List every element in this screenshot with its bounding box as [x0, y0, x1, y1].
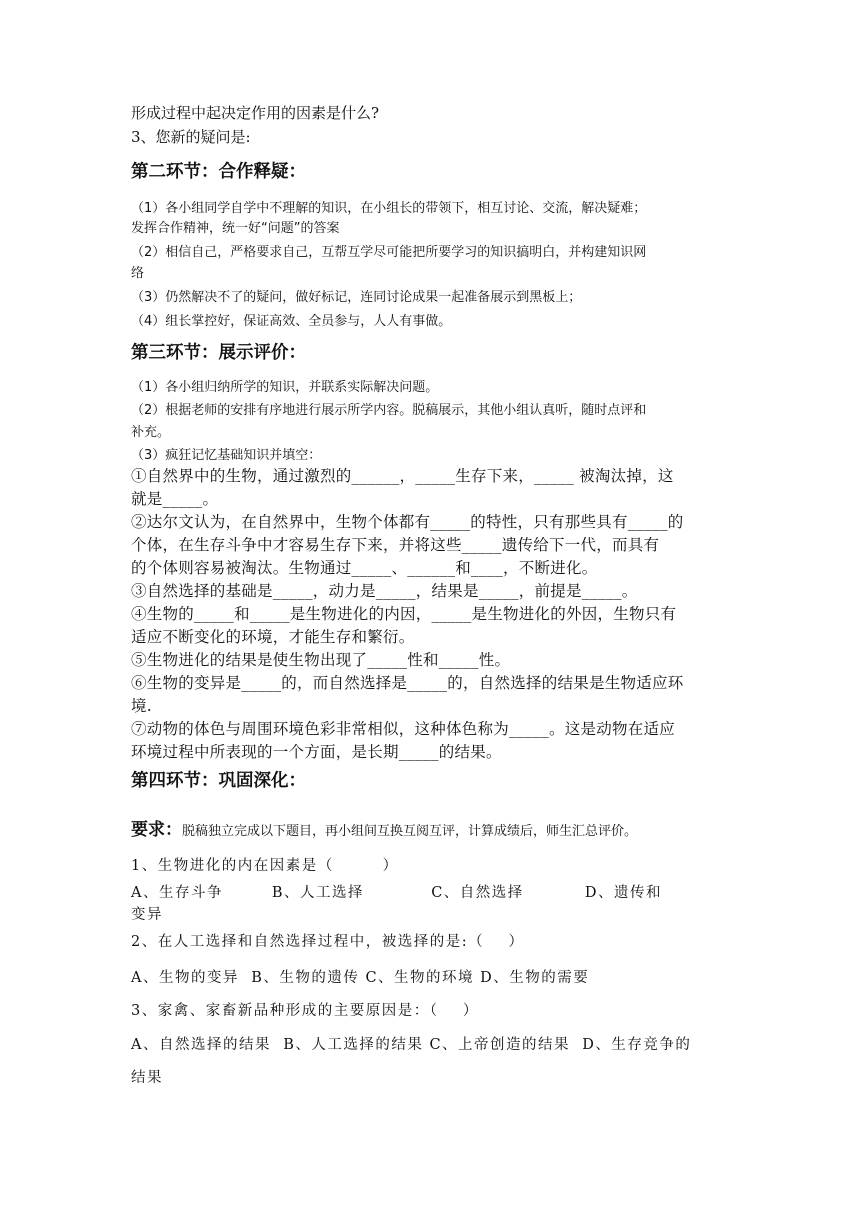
requirement-label: 要求： [131, 820, 182, 840]
intro-line-1: 形成过程中起决定作用的因素是什么? [131, 104, 380, 122]
fill-line-9: ⑤生物进化的结果是使生物出现了_____性和_____性。 [131, 651, 511, 669]
fill-line-1: ①自然界中的生物，通过激烈的______，_____生存下来，_____ 被淘汰掉，这 [131, 467, 674, 485]
section-3-line-4: （3）疯狂记忆基础知识并填空： [131, 448, 322, 463]
question-2-options: A、生物的变异 B、生物的遗传 C、生物的环境 D、生物的需要 [131, 970, 590, 986]
fill-line-8: 适应不断变化的环境，才能生存和繁衍。 [131, 628, 415, 646]
fill-line-6: ③自然选择的基础是_____，动力是_____，结果是_____，前提是_____。 [131, 582, 638, 600]
section-3-heading: 第三环节：展示评价： [131, 343, 306, 363]
fill-line-10: ⑥生物的变异是_____的，而自然选择是_____的，自然选择的结果是生物适应环 [131, 674, 684, 692]
fill-line-2: 就是_____。 [131, 490, 219, 508]
section-2-line-2: 发挥合作精神，统一好“问题”的答案 [131, 221, 340, 236]
requirement-text: 脱稿独立完成以下题目，再小组间互换互阅互评，计算成绩后，师生汇总评价。 [182, 824, 638, 839]
section-4-heading: 第四环节：巩固深化： [131, 771, 306, 791]
fill-line-13: 环境过程中所表现的一个方面，是长期_____的结果。 [131, 743, 502, 761]
question-3-options: A、自然选择的结果 B、人工选择的结果 C、上帝创造的结果 D、生存竞争的 [131, 1037, 692, 1053]
section-2-line-3: （2）相信自己，严格要求自己，互帮互学尽可能把所要学习的知识搞明白，并构建知识网 [131, 245, 647, 260]
section-2-line-1: （1）各小组同学自学中不理解的知识，在小组长的带领下，相互讨论、交流，解决疑难； [131, 201, 647, 216]
fill-line-5: 的个体则容易被淘汰。生物通过_____、______和____，不断进化。 [131, 559, 598, 577]
section-2-heading: 第二环节：合作释疑： [131, 162, 306, 182]
fill-line-11: 境. [131, 697, 152, 715]
question-1: 1、生物进化的内在因素是（ ） [131, 858, 399, 874]
question-2: 2、在人工选择和自然选择过程中，被选择的是:（ ） [131, 934, 525, 950]
fill-line-7: ④生物的_____和_____是生物进化的内因，_____是生物进化的外因，生物只有 [131, 605, 677, 623]
section-2-line-6: （4）组长掌控好，保证高效、全员参与，人人有事做。 [131, 314, 452, 329]
section-3-line-3: 补充。 [131, 425, 171, 440]
fill-line-12: ⑦动物的体色与周围环境色彩非常相似，这种体色称为_____。这是动物在适应 [131, 720, 676, 738]
section-3-line-1: （1）各小组归纳所学的知识，并联系实际解决问题。 [131, 380, 439, 395]
question-1-options-cont: 变异 [131, 907, 163, 923]
fill-line-4: 个体，在生存斗争中才容易生存下来，并将这些_____遗传给下一代，而具有 [131, 536, 660, 554]
question-3-options-cont: 结果 [131, 1070, 163, 1086]
requirement-line [131, 815, 731, 840]
question-3: 3、家禽、家畜新品种形成的主要原因是：（ ） [131, 1003, 479, 1019]
section-2-line-4: 络 [131, 266, 145, 281]
section-2-line-5: （3）仍然解决不了的疑问，做好标记，连同讨论成果一起准备展示到黑板上； [131, 290, 582, 305]
section-3-line-2: （2）根据老师的安排有序地进行展示所学内容。脱稿展示，其他小组认真听，随时点评和 [131, 403, 647, 418]
question-1-options: A、生存斗争 B、人工选择 C、自然选择 D、遗传和 [131, 885, 663, 901]
intro-line-2: 3、您新的疑问是: [131, 128, 251, 146]
fill-line-3: ②达尔文认为，在自然界中，生物个体都有_____的特性，只有那些具有_____的 [131, 513, 684, 531]
